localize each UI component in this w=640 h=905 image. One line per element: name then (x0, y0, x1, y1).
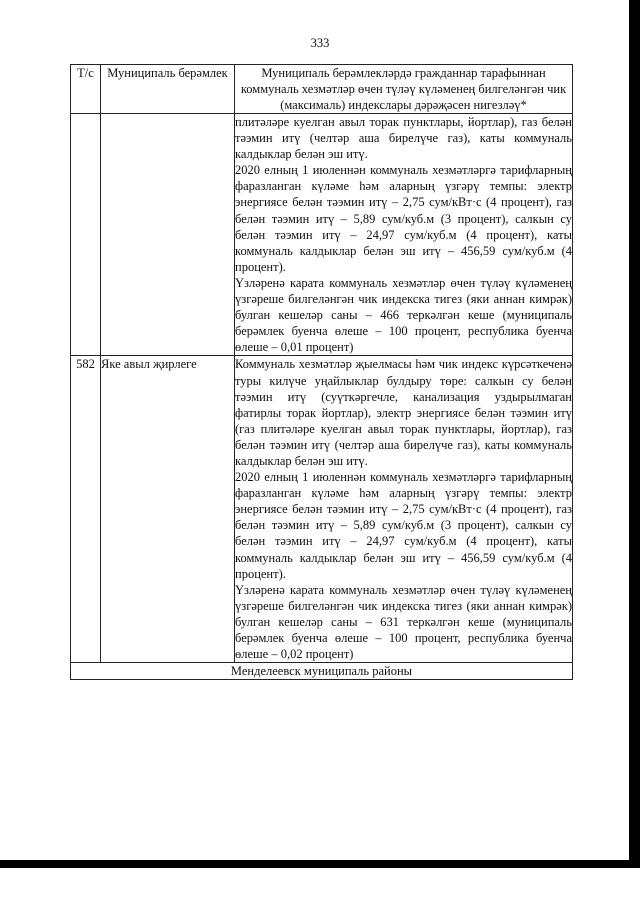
district-heading-row (71, 663, 573, 680)
table-row-582 (71, 356, 573, 663)
continuation-body-cell (235, 114, 573, 356)
row-582-paragraph: Үзләренә карата коммуналь хезмәтләр өчен түләү күләменең үзгәреше билгеләнгән чик индекска тигез (яки аннан кимрәк) булган кешеләр саны – 631 теркәлгән кеше (муниципаль берәмлек буенча өлеше – 100 процент, республика буенча өлеше – 0,02 процент) (235, 582, 572, 662)
continuation-paragraph: 2020 елның 1 июленнән коммуналь хезмәтләргә тарифларның фаразланган күләме һәм аларның үзгәрү темпы: электр энергиясе белән тәэмин итү – 2,75 сум/кВт·с (4 процент), газ белән тәэмин итү – 5,89 сум/куб.м (3 процент), салкын су белән тәэмин итү – 24,97 сум/куб.м (4 процент), каты коммуналь калдыклар белән эш итү – 456,59 сум/куб.м (4 процент). (235, 163, 572, 274)
row-number: 582 (71, 356, 101, 663)
header-number: Т/с (71, 65, 101, 114)
header-municipality: Муниципаль берәмлек (101, 65, 235, 114)
continuation-paragraph: Үзләренә карата коммуналь хезмәтләр өчен түләү күләменең үзгәреше билгеләнгән чик индекска тигез (яки аннан кимрәк) булган кешеләр саны – 466 теркәлгән кеше (муниципаль берәмлек буенча өлеше – 100 процент, республика буенча өлеше – 0,01 процент) (235, 275, 572, 355)
continuation-name-cell (101, 114, 235, 356)
row-582-paragraph: Коммуналь хезмәтләр җыелмасы һәм чик индекс күрсәткеченә туры килүче уңайлыклар булдыру төре: салкын су белән тәэмин итү (суүткәргечле, канализация уздырылмаган фатирлы торак йортлар), электр энергиясе белән тәэмин итү (газ плитәләре куелган авыл торак пунктлары, йортлар), газ белән тәэмин итү (челтәр аша бирелүче газ), каты коммуналь калдыклар белән эш итү. (235, 357, 572, 468)
tariff-index-table (70, 64, 573, 680)
row-582-paragraph: 2020 елның 1 июленнән коммуналь хезмәтләргә тарифларның фаразланган күләме һәм аларның үзгәрү темпы: электр энергиясе белән тәэмин итү – 2,75 сум/кВт·с (4 процент), газ белән тәэмин итү – 5,89 сум/куб.м (3 процент), салкын су белән тәэмин итү – 24,97 сум/куб.м (4 процент), каты коммуналь калдыклар белән эш итү – 456,59 сум/куб.м (4 процент). (235, 470, 572, 581)
table-header-row (71, 65, 573, 114)
continuation-row (71, 114, 573, 356)
scan-border-bottom (0, 860, 640, 868)
continuation-paragraph: плитәләре куелган авыл торак пунктлары, йортлар), газ белән тәэмин итү (челтәр аша бирелүче газ), каты коммуналь калдыклар белән эш итү. (235, 115, 572, 162)
header-index-justification: Муниципаль берәмлекләрдә гражданнар тарафыннан коммуналь хезмәтләр өчен түләү күләменең билгеләнгән чик (максималь) индекслары дәрәҗәсен нигезләү* (235, 65, 573, 114)
page-number: 333 (310, 36, 330, 50)
municipality-name: Яке авыл җирлеге (101, 356, 235, 663)
continuation-number-cell (71, 114, 101, 356)
row-582-body-cell (235, 356, 573, 663)
scan-border-right (629, 0, 640, 868)
district-heading: Менделеевск муниципаль районы (71, 663, 573, 680)
